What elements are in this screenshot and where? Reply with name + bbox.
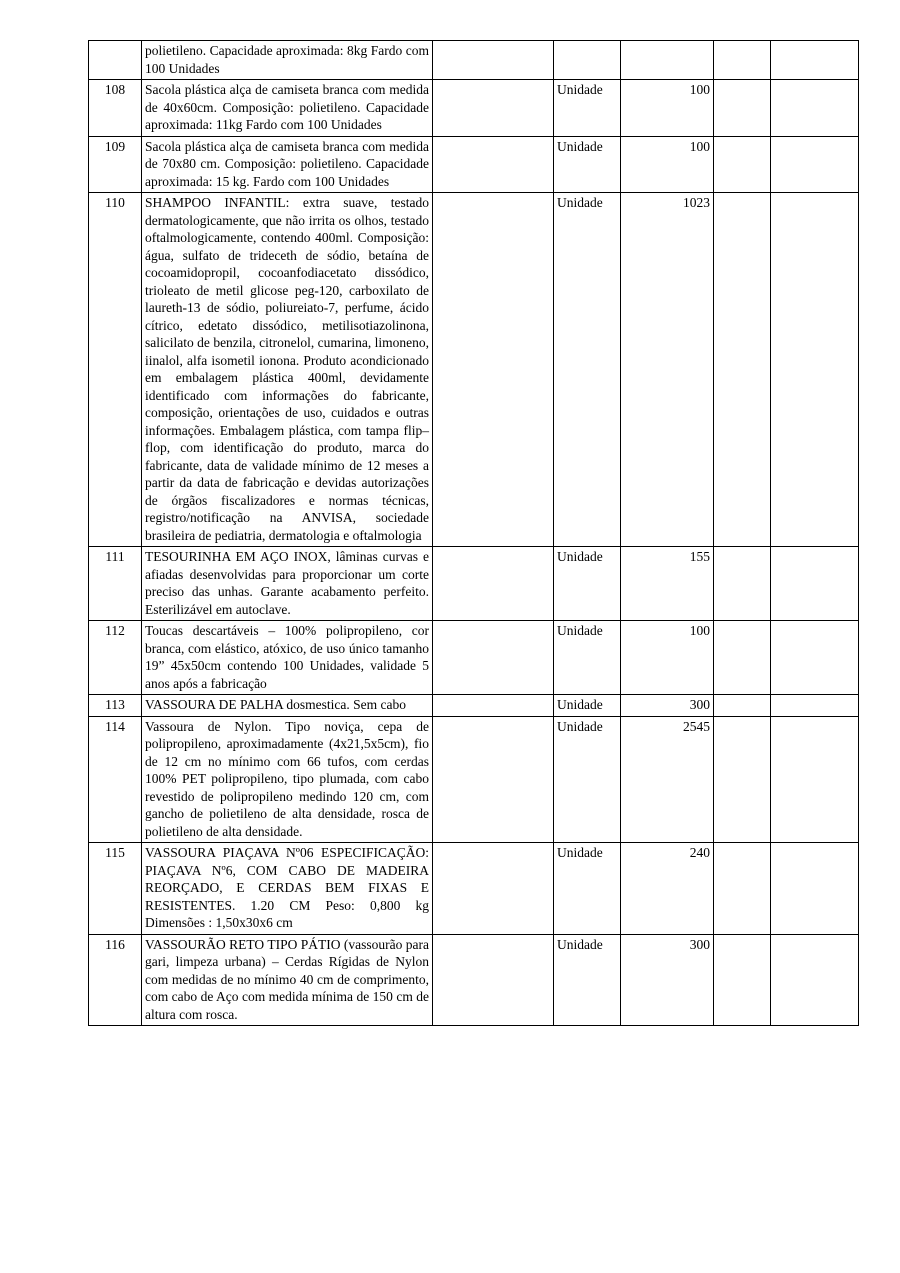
quantity-cell: 2545 — [621, 716, 714, 843]
item-number-cell: 115 — [89, 843, 142, 935]
unit-cell: Unidade — [554, 934, 621, 1026]
description-cell: Vassoura de Nylon. Tipo noviça, cepa de polipropileno, aproximadamente (4x21,5x5cm), fio de 12 cm no mínimo com 66 tufos, com cerdas 100% PET polipropileno, tipo plumada, com cabo revestido de polipropileno medindo 120 cm, com gancho de polietileno de alta densidade, rosca de polietileno de alta densidade. — [142, 716, 433, 843]
description-cell: Sacola plástica alça de camiseta branca com medida de 70x80 cm. Composição: polietileno. Capacidade aproximada: 15 kg. Fardo com 100 Unidades — [142, 136, 433, 193]
empty-cell — [771, 41, 859, 80]
quantity-cell — [621, 41, 714, 80]
quantity-cell: 240 — [621, 843, 714, 935]
empty-cell — [771, 621, 859, 695]
table-row — [89, 716, 859, 843]
empty-cell — [771, 136, 859, 193]
empty-cell — [714, 193, 771, 547]
unit-cell: Unidade — [554, 136, 621, 193]
quantity-cell: 155 — [621, 547, 714, 621]
empty-cell — [433, 843, 554, 935]
item-number-cell: 109 — [89, 136, 142, 193]
empty-cell — [433, 621, 554, 695]
unit-cell: Unidade — [554, 695, 621, 717]
items-table — [88, 40, 859, 1026]
unit-cell: Unidade — [554, 193, 621, 547]
empty-cell — [433, 80, 554, 137]
table-row — [89, 934, 859, 1026]
empty-cell — [771, 80, 859, 137]
quantity-cell: 300 — [621, 695, 714, 717]
empty-cell — [714, 716, 771, 843]
empty-cell — [771, 695, 859, 717]
unit-cell: Unidade — [554, 843, 621, 935]
item-number-cell: 114 — [89, 716, 142, 843]
empty-cell — [433, 934, 554, 1026]
table-row — [89, 547, 859, 621]
empty-cell — [433, 41, 554, 80]
empty-cell — [433, 716, 554, 843]
empty-cell — [714, 843, 771, 935]
empty-cell — [714, 547, 771, 621]
empty-cell — [714, 621, 771, 695]
table-row — [89, 193, 859, 547]
unit-cell: Unidade — [554, 621, 621, 695]
quantity-cell: 300 — [621, 934, 714, 1026]
quantity-cell: 100 — [621, 621, 714, 695]
description-cell: VASSOURA PIAÇAVA Nº06 ESPECIFICAÇÃO: PIAÇAVA Nº6, COM CABO DE MADEIRA REORÇADO, E CERDAS BEM FIXAS E RESISTENTES. 1.20 CM Peso: 0,800 kg Dimensões : 1,50x30x6 cm — [142, 843, 433, 935]
items-table-body — [89, 41, 859, 1026]
empty-cell — [433, 136, 554, 193]
description-cell: TESOURINHA EM AÇO INOX, lâminas curvas e afiadas desenvolvidas para proporcionar um corte preciso das unhas. Garante acabamento perfeito. Esterilizável em autoclave. — [142, 547, 433, 621]
table-row — [89, 695, 859, 717]
description-cell: polietileno. Capacidade aproximada: 8kg Fardo com 100 Unidades — [142, 41, 433, 80]
description-cell: VASSOURA DE PALHA dosmestica. Sem cabo — [142, 695, 433, 717]
empty-cell — [714, 41, 771, 80]
empty-cell — [714, 136, 771, 193]
empty-cell — [771, 193, 859, 547]
unit-cell: Unidade — [554, 80, 621, 137]
item-number-cell: 112 — [89, 621, 142, 695]
unit-cell — [554, 41, 621, 80]
empty-cell — [771, 843, 859, 935]
item-number-cell: 111 — [89, 547, 142, 621]
description-cell: SHAMPOO INFANTIL: extra suave, testado dermatologicamente, que não irrita os olhos, testado oftalmologicamente, contendo 400ml. Composição: água, sulfato de trideceth de sódio, betaína de cocoamidopropil, cocoanfodiacetato dissódico, trioleato de metil glicose peg-120, carboxilato de laureth-13 de sódio, poliureiato-7, perfume, ácido cítrico, edetato dissódico, metilisotiazolinona, salicilato de benzila, citronelol, cumarina, limoneno, iinalol, alfa isometil ionona. Produto acondicionado em embalagem plástica 400ml, devidamente identificado com informações do fabricante, composição, orientações de uso, cuidados e outras informações. Embalagem plástica, com tampa flip–flop, com identificação do produto, marca do fabricante, data de validade mínimo de 12 meses a partir da data de fabricação e devidas autorizações de órgãos fiscalizadores e normas técnicas, registro/notificação na ANVISA, sociedade brasileira de pediatria, dermatologia e oftalmologia — [142, 193, 433, 547]
empty-cell — [433, 547, 554, 621]
table-row — [89, 41, 859, 80]
item-number-cell: 108 — [89, 80, 142, 137]
empty-cell — [433, 695, 554, 717]
quantity-cell: 100 — [621, 80, 714, 137]
description-cell: VASSOURÃO RETO TIPO PÁTIO (vassourão para gari, limpeza urbana) – Cerdas Rígidas de Nylon com medidas de no mínimo 40 cm de comprimento, com cabo de Aço com medida mínima de 150 cm de altura com rosca. — [142, 934, 433, 1026]
empty-cell — [771, 934, 859, 1026]
empty-cell — [714, 695, 771, 717]
table-row — [89, 136, 859, 193]
description-cell: Toucas descartáveis – 100% polipropileno, cor branca, com elástico, atóxico, de uso único tamanho 19” 45x50cm contendo 100 Unidades, validade 5 anos após a fabricação — [142, 621, 433, 695]
item-number-cell — [89, 41, 142, 80]
quantity-cell: 100 — [621, 136, 714, 193]
empty-cell — [771, 716, 859, 843]
quantity-cell: 1023 — [621, 193, 714, 547]
table-row — [89, 621, 859, 695]
item-number-cell: 116 — [89, 934, 142, 1026]
empty-cell — [433, 193, 554, 547]
table-row — [89, 843, 859, 935]
item-number-cell: 113 — [89, 695, 142, 717]
empty-cell — [714, 934, 771, 1026]
description-cell: Sacola plástica alça de camiseta branca com medida de 40x60cm. Composição: polietileno. Capacidade aproximada: 11kg Fardo com 100 Unidades — [142, 80, 433, 137]
empty-cell — [714, 80, 771, 137]
unit-cell: Unidade — [554, 547, 621, 621]
unit-cell: Unidade — [554, 716, 621, 843]
table-row — [89, 80, 859, 137]
item-number-cell: 110 — [89, 193, 142, 547]
empty-cell — [771, 547, 859, 621]
